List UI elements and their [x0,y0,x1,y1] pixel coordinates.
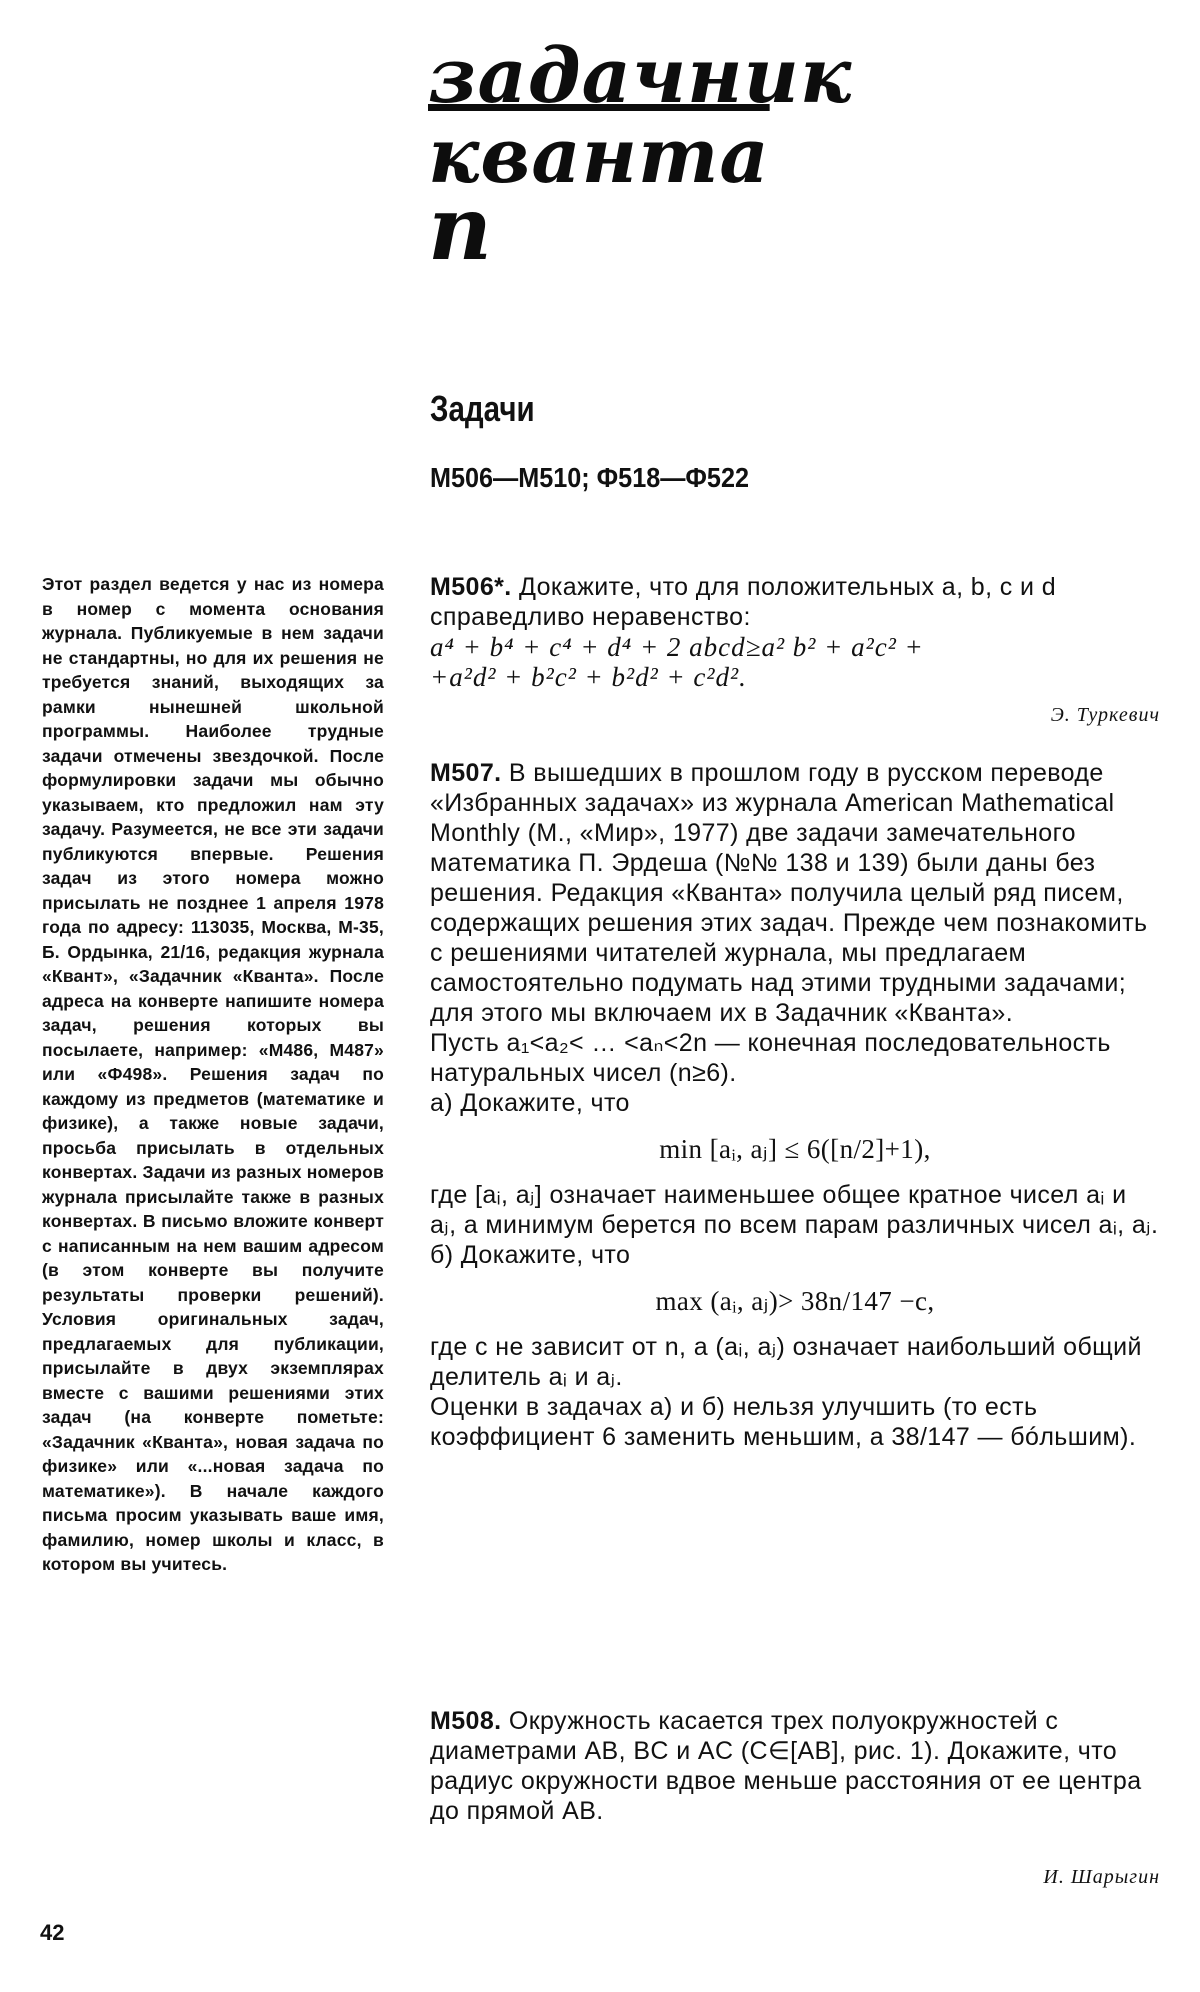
formula-a: min [aᵢ, aⱼ] ≤ 6([n/2]+1), [659,1134,931,1164]
problem-text: Окружность касается трех полуокружностей с диаметрами AB, BC и AC (C∈[AB], рис. 1). Докажите, что радиус окружности вдвое меньше расстояния от ее центра до прямой AB. [430,1707,1142,1825]
problem-author: И. Шарыгин [1043,1866,1160,1888]
conclusion: Оценки в задачах а) и б) нельзя улучшить (то есть коэффициент 6 заменить меньшим, а 38/147 — бóльшим). [430,1393,1137,1451]
problem-id: М507. [430,759,502,787]
formula-b: max (aᵢ, aⱼ)> 38n/147 −c, [655,1286,935,1316]
logo-line-1: задачник [428,31,853,120]
part-b-explanation: где c не зависит от n, а (aᵢ, aⱼ) означает наибольший общий делитель aᵢ и aⱼ. [430,1333,1142,1391]
page-number: 42 [40,1920,65,1945]
part-b-label: б) Докажите, что [430,1241,631,1269]
section-subtitle: М506—М510; Ф518—Ф522 [430,462,749,493]
journal-logo [428,31,853,280]
sequence-definition: Пусть a₁<a₂< … <aₙ<2n — конечная последовательность натуральных чисел (n≥6). [430,1029,1111,1087]
problem-id: М506*. [430,573,512,601]
problem-author: Э. Туркевич [1050,704,1160,726]
logo-line-2: кванта [428,111,770,200]
logo-mark: п [428,176,486,280]
part-a-label: а) Докажите, что [430,1089,630,1117]
problem-m508 [430,1706,1160,1892]
inequality-line-2: +a²d² + b²c² + b²d² + c²d². [430,662,747,692]
problem-text: Докажите, что для положительных a, b, c и d справедливо неравенство: [430,573,1057,631]
part-a-explanation: где [aᵢ, aⱼ] означает наименьшее общее кратное чисел aᵢ и aⱼ, а минимум берется по всем парам различных чисел aᵢ, aⱼ. [430,1181,1159,1239]
problem-m506 [430,572,1160,730]
problem-id: М508. [430,1707,502,1735]
problem-m507 [430,758,1160,1452]
inequality-line-1: a⁴ + b⁴ + c⁴ + d⁴ + 2 abcd≥a² b² + a²c² + [430,632,924,662]
section-title: Задачи [430,388,535,429]
sidebar-info: Этот раздел ведется у нас из номера в номер с момента основания журнала. Публикуемые в нем задачи не стандартны, но для их решения не требуется знаний, выходящих за рамки нынешней школьной программы. Наиболее трудные задачи отмечены звездочкой. После формулировки задачи мы обычно указываем, кто предложил нам эту задачу. Разумеется, не все эти задачи публикуются впервые. Решения задач из этого номера можно присылать не позднее 1 апреля 1978 года по адресу: 113035, Москва, М-35, Б. Ордынка, 21/16, редакция журнала «Квант», «Задачник «Кванта». После адреса на конверте напишите номера задач, решения которых вы посылаете, например: «М486, М487» или «Ф498». Решения задач по каждому из предметов (математике и физике), а также новые задачи, просьба присылать в отдельных конвертах. Задачи из разных номеров журнала присылайте также в разных конвертах. В письмо вложите конверт с написанным на нем вашим адресом (в этом конверте вы получите результаты проверки решений). Условия оригинальных задач, предлагаемых для публикации, присылайте в двух экземплярах вместе с вашими решениями этих задач (на конверте пометьте: «Задачник «Кванта», новая задача по физике» или «...новая задача по математике»). В начале каждого письма просим указывать ваше имя, фамилию, номер школы и класс, в котором вы учитесь. [42,574,384,1574]
problem-text: В вышедших в прошлом году в русском переводе «Избранных задачах» из журнала American Mathematical Monthly (М., «Мир», 1977) две задачи замечательного математика П. Эрдеша (№№ 138 и 139) были даны без решения. Редакция «Кванта» получила целый ряд писем, содержащих решения этих задач. Прежде чем познакомить с решениями читателей журнала, мы предлагаем самостоятельно подумать над этими трудными задачами; для этого мы включаем их в Задачник «Кванта». [430,759,1148,1027]
